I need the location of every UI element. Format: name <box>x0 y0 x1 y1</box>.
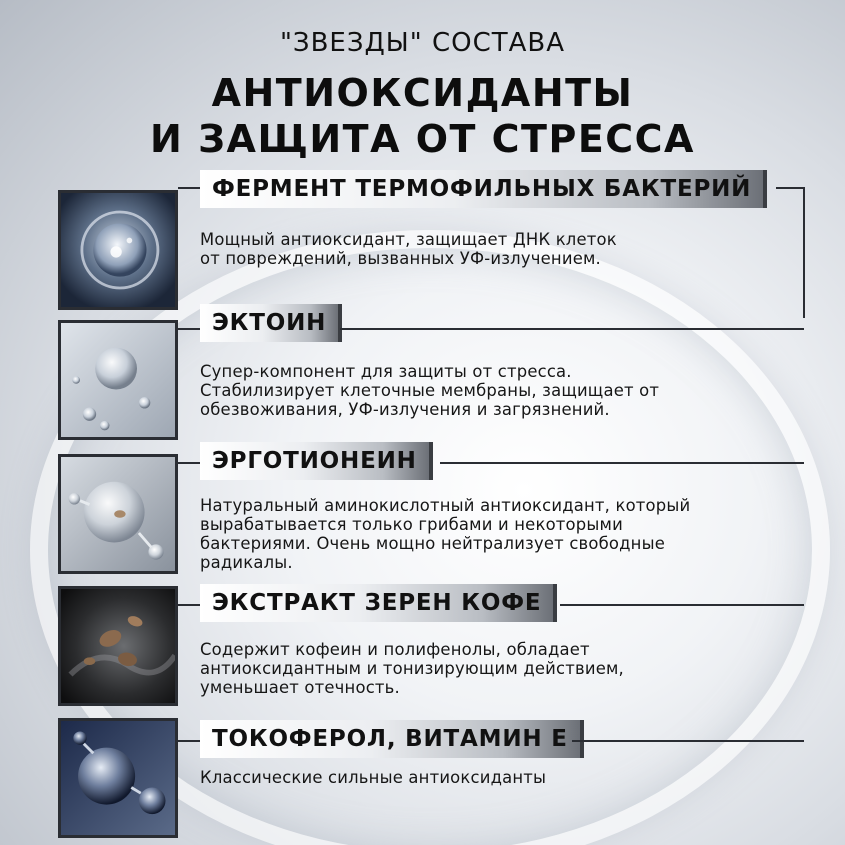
ingredient-item-tocopherol <box>0 726 845 845</box>
description-line: Содержит кофеин и полифенолы, обладает <box>200 640 590 659</box>
ingredient-name: ЭКСТРАКТ ЗЕРЕН КОФЕ <box>200 584 557 622</box>
ingredient-item-ectoine <box>0 310 845 454</box>
description-line: уменьшает отечность. <box>200 678 400 697</box>
ingredient-description <box>200 496 800 572</box>
description-line: вырабатывается только грибами и некоторыми <box>200 515 623 534</box>
page-title-line-1: АНТИОКСИДАНТЫ <box>211 71 634 115</box>
page-title <box>0 70 845 162</box>
ingredient-description <box>200 362 800 419</box>
description-line: обезвоживания, УФ-излучения и загрязнений. <box>200 400 610 419</box>
page-subtitle: "ЗВЕЗДЫ" СОСТАВА <box>279 28 566 58</box>
ingredient-name: ФЕРМЕНТ ТЕРМОФИЛЬНЫХ БАКТЕРИЙ <box>200 170 767 208</box>
description-line: бактериями. Очень мощно нейтрализует свободные <box>200 534 666 553</box>
ingredient-name: ЭРГОТИОНЕИН <box>200 442 433 480</box>
description-line: Супер-компонент для защиты от стресса. <box>200 362 572 381</box>
ingredient-description <box>200 230 800 268</box>
ingredient-description <box>200 640 800 697</box>
page-title-line-2: И ЗАЩИТА ОТ СТРЕССА <box>150 117 695 161</box>
ingredient-item-coffee-extract <box>0 590 845 734</box>
ingredient-item-ergothioneine <box>0 448 845 592</box>
description-line: Классические сильные антиоксиданты <box>200 768 547 787</box>
molecule-bubble-image <box>58 454 178 574</box>
description-line: от повреждений, вызванных УФ-излучением. <box>200 249 601 268</box>
description-line: радикалы. <box>200 553 293 572</box>
description-line: Стабилизирует клеточные мембраны, защищает от <box>200 381 660 400</box>
description-line: антиоксидантным и тонизирующим действием, <box>200 659 624 678</box>
ingredient-name: ТОКОФЕРОЛ, ВИТАМИН Е <box>200 720 584 758</box>
cell-sphere-image <box>58 190 178 310</box>
coffee-beans-image <box>58 586 178 706</box>
description-line: Мощный антиоксидант, защищает ДНК клеток <box>200 230 617 249</box>
water-droplets-image <box>58 320 178 440</box>
ingredient-item-thermophilic-enzyme <box>0 176 845 316</box>
description-line: Натуральный аминокислотный антиоксидант, который <box>200 496 691 515</box>
ingredient-description <box>200 768 800 787</box>
ingredient-name: ЭКТОИН <box>200 304 342 342</box>
molecule-spheres-image <box>58 718 178 838</box>
